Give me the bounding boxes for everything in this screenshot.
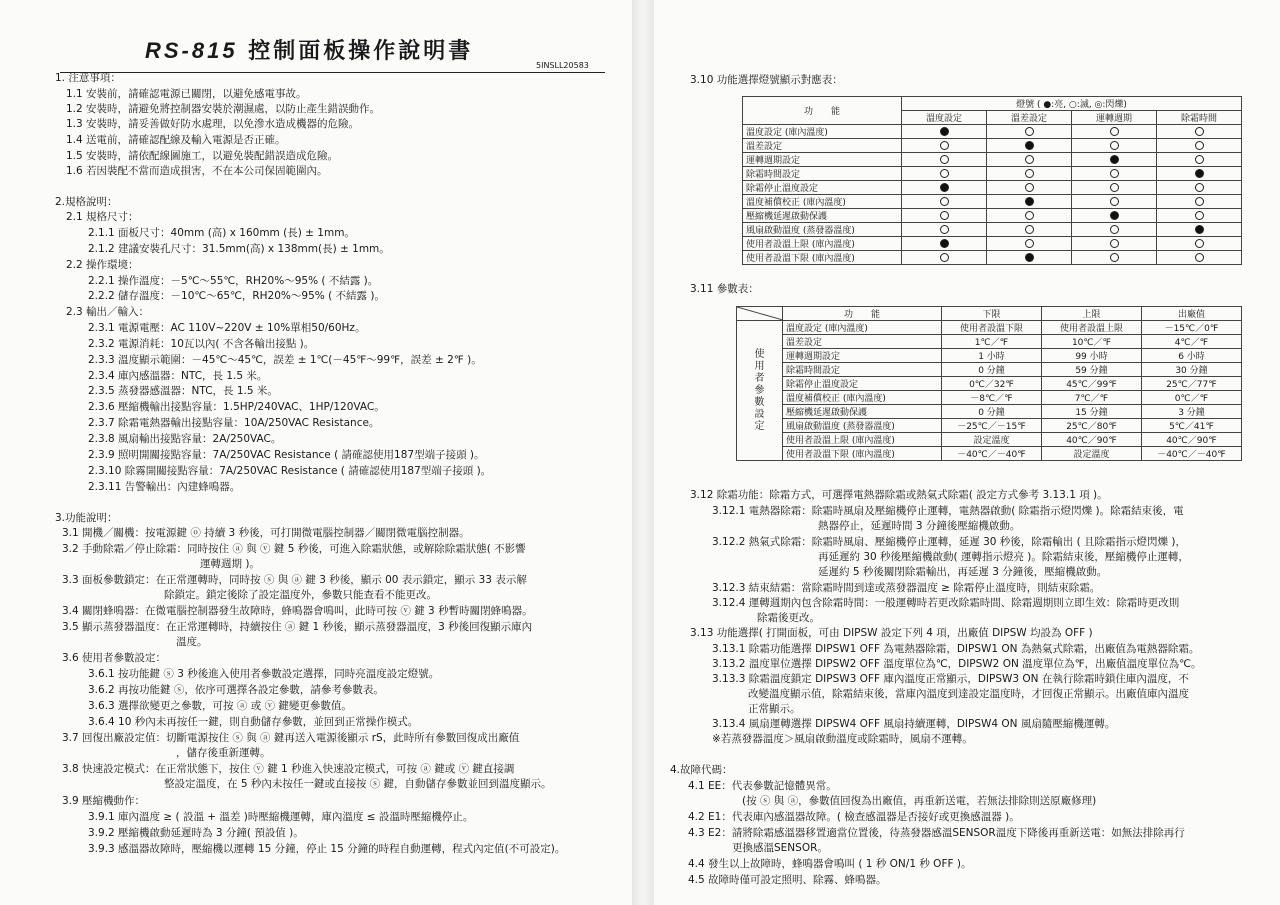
parameter-name: 除霜時間設定 — [783, 363, 942, 377]
lamp-off-icon — [1110, 197, 1119, 206]
text-line: 更換感溫SENSOR。 — [732, 842, 828, 854]
text-line: 4.4 發生以上故障時，蜂鳴器會鳴叫 ( 1 秒 ON/1 秒 OFF )。 — [688, 858, 972, 870]
text-line: 除霜後更改。 — [757, 612, 820, 624]
parameter-value: 15 分鐘 — [1042, 405, 1142, 419]
lamp-state-cell — [1157, 195, 1242, 209]
parameter-value: －40℃／－40℉ — [1142, 447, 1242, 461]
lamp-off-icon — [1195, 197, 1204, 206]
function-name: 除霜時間設定 — [743, 167, 902, 181]
table-row — [737, 433, 1242, 447]
parameter-value: 40℃／90℉ — [1142, 433, 1242, 447]
lamp-off-icon — [940, 253, 949, 262]
text-line: 3.12.4 運轉週期內包含除霜時間：一般運轉時若更改除霜時間、除霜週期則立即生效：除霜時更改則 — [712, 597, 1180, 609]
text-line: 1.1 安裝前，請確認電源已關閉，以避免感電事故。 — [66, 88, 307, 100]
parameter-value: 25℃／80℉ — [1042, 419, 1142, 433]
lamp-off-icon — [1025, 225, 1034, 234]
text-line: 1.2 安裝時，請避免將控制器安裝於潮濕處，以防止產生錯誤動作。 — [66, 103, 381, 115]
lamp-state-cell — [1157, 209, 1242, 223]
lamp-on-icon — [940, 239, 949, 248]
lamp-state-cell — [1072, 139, 1157, 153]
table-row — [737, 377, 1242, 391]
parameter-name: 除霜停止溫度設定 — [783, 377, 942, 391]
function-name: 使用者設溫下限 (庫內溫度) — [743, 251, 902, 265]
lamp-state-cell — [987, 195, 1072, 209]
text-line: 4.1 EE：代表參數記憶體異常。 — [688, 780, 837, 792]
text-line: 3.9.1 庫內溫度 ≥ ( 設溫 + 溫差 )時壓縮機運轉，庫內溫度 ≤ 設溫時壓縮機停止。 — [88, 811, 474, 823]
lamp-header: 燈號 ( ●:亮, ○:滅, ◎:閃爍) — [902, 97, 1242, 111]
text-line: 3.2 手動除霜／停止除霜：同時按住 ⓐ 與 ⓥ 鍵 5 秒後，可進入除霜狀態，或解除除霜狀態( 不影響 — [62, 543, 526, 555]
lamp-state-cell — [902, 237, 987, 251]
text-line: 2.3.11 告警輸出：內建蜂鳴器。 — [88, 481, 241, 493]
lamp-state-cell — [1072, 251, 1157, 265]
parameter-value: 10℃／℉ — [1042, 335, 1142, 349]
lamp-on-icon — [940, 127, 949, 136]
diagonal-header-cell — [737, 307, 783, 321]
text-line: 3.13.4 風扇運轉選擇 DIPSW4 OFF 風扇持續運轉，DIPSW4 ON 風扇隨壓縮機運轉。 — [712, 718, 1116, 730]
text-line: 3.12.2 熱氣式除霜：除霜時風扇、壓縮機停止運轉，延遲 30 秒後，除霜輸出 ( 且除霜指示燈閃爍 )， — [712, 536, 1186, 548]
text-line: 3.6.4 10 秒內未再按任一鍵，則自動儲存參數，並回到正常操作模式。 — [88, 716, 419, 728]
text-line: 2.3.6 壓縮機輸出接點容量：1.5HP/240VAC、1HP/120VAC。 — [88, 401, 385, 413]
text-line: 3.3 面板參數鎖定：在正常運轉時，同時按 ⓢ 與 ⓐ 鍵 3 秒後，顯示 00 表示鎖定，顯示 33 表示解 — [62, 574, 527, 586]
parameter-value: 45℃／99℉ — [1042, 377, 1142, 391]
parameter-value: 5℃／41℉ — [1142, 419, 1242, 433]
parameter-name: 溫度設定 (庫內溫度) — [783, 321, 942, 335]
lamp-state-cell — [1157, 181, 1242, 195]
table-row — [737, 391, 1242, 405]
parameter-table — [736, 306, 1242, 461]
table-row — [743, 251, 1242, 265]
parameter-value: 1℃／℉ — [942, 335, 1042, 349]
text-line: 3.功能說明： — [55, 512, 118, 524]
document-title: RS-815 控制面板操作說明書 — [145, 38, 474, 64]
parameter-value: 40℃／90℉ — [1042, 433, 1142, 447]
lamp-off-icon — [1195, 155, 1204, 164]
text-line: 3.13.2 溫度單位選擇 DIPSW2 OFF 溫度單位為℃，DIPSW2 ON 溫度單位為℉，出廠值溫度單位為℃。 — [712, 658, 1202, 670]
lamp-state-cell — [987, 139, 1072, 153]
lamp-state-cell — [1157, 167, 1242, 181]
text-line: 3.12.3 結束結霜：當除霜時間到達或蒸發器溫度 ≥ 除霜停止溫度時，則結束除霜。 — [712, 582, 1101, 594]
text-line: 1. 注意事項： — [55, 72, 121, 84]
lamp-off-icon — [940, 211, 949, 220]
lamp-off-icon — [940, 141, 949, 150]
text-line: 3.1 開機／關機：按電源鍵 ⓞ 持續 3 秒後，可打開微電腦控制器／關閉微電腦控制器。 — [62, 527, 470, 539]
lamp-state-cell — [987, 153, 1072, 167]
table-row — [743, 181, 1242, 195]
lamp-state-cell — [902, 223, 987, 237]
lamp-off-icon — [1025, 239, 1034, 248]
text-line: 3.6.1 按功能鍵 ⓢ 3 秒後進入使用者參數設定選擇，同時亮溫度設定燈號。 — [88, 668, 440, 680]
lamp-state-cell — [902, 153, 987, 167]
lamp-column-header: 溫差設定 — [987, 111, 1072, 125]
table-row — [737, 321, 1242, 335]
parameter-value: 7℃／℉ — [1042, 391, 1142, 405]
table-row — [743, 195, 1242, 209]
page-gutter — [632, 0, 654, 905]
lamp-off-icon — [1025, 183, 1034, 192]
lamp-state-cell — [1157, 153, 1242, 167]
lamp-state-cell — [1072, 209, 1157, 223]
lamp-column-header: 除霜時間 — [1157, 111, 1242, 125]
parameter-name: 溫度補償校正 (庫內溫度) — [783, 391, 942, 405]
lamp-off-icon — [940, 169, 949, 178]
lamp-off-icon — [1025, 169, 1034, 178]
parameter-name: 壓縮機延遲啟動保護 — [783, 405, 942, 419]
text-line: 3.12.1 電熱器除霜：除霜時風扇及壓縮機停止運轉，電熱器啟動( 除霜指示燈閃爍 )。除霜結束後，電 — [712, 505, 1184, 517]
parameter-value: 30 分鐘 — [1142, 363, 1242, 377]
text-line: 2.3.5 蒸發器感溫器：NTC，長 1.5 米。 — [88, 385, 278, 397]
left-page — [0, 0, 632, 905]
text-line: 1.3 安裝時，請妥善做好防水處理，以免滲水造成機器的危險。 — [66, 118, 360, 130]
text-line: 再延遲約 30 秒後壓縮機啟動( 運轉指示燈亮 )。除霜結束後，壓縮機停止運轉， — [818, 551, 1189, 563]
text-line: 2.2.1 操作溫度：－5℃～55℃，RH20%～95% ( 不結露 )。 — [88, 275, 379, 287]
text-line: 除鎖定。鎖定後除了設定溫度外，參數只能查看不能更改。 — [164, 589, 437, 601]
text-line: 2.3.8 風扇輸出接點容量：2A/250VAC。 — [88, 433, 282, 445]
lamp-off-icon — [1110, 253, 1119, 262]
text-line: 4.故障代碼： — [670, 764, 733, 776]
parameter-value: 0℃／32℉ — [942, 377, 1042, 391]
table-row — [743, 209, 1242, 223]
parameter-value: 99 小時 — [1042, 349, 1142, 363]
lamp-on-icon — [1110, 211, 1119, 220]
text-line: 3.13 功能選擇( 打開面板，可由 DIPSW 設定下列 4 項，出廠值 DIPSW 均設為 OFF ) — [690, 627, 1093, 639]
text-line: 3.9.2 壓縮機啟動延遲時為 3 分鐘( 預設值 )。 — [88, 827, 304, 839]
parameter-column-header: 上限 — [1042, 307, 1142, 321]
text-line: 3.6.2 再按功能鍵 ⓢ，依序可選擇各設定參數，請參考參數表。 — [88, 684, 384, 696]
text-line: 3.4 關閉蜂鳴器：在微電腦控制器發生故障時，蜂鳴器會鳴叫，此時可按 ⓥ 鍵 3 秒暫時關閉蜂鳴器。 — [62, 605, 533, 617]
function-name: 除霜停止溫度設定 — [743, 181, 902, 195]
text-line: 1.5 安裝時，請依配線圖施工，以避免裝配錯誤造成危險。 — [66, 150, 339, 162]
text-line: 正常顯示。 — [748, 703, 801, 715]
parameter-name: 溫差設定 — [783, 335, 942, 349]
function-name: 溫度補償校正 (庫內溫度) — [743, 195, 902, 209]
parameter-value: 59 分鐘 — [1042, 363, 1142, 377]
lamp-state-cell — [987, 223, 1072, 237]
lamp-off-icon — [1195, 253, 1204, 262]
lamp-on-icon — [1025, 197, 1034, 206]
parameter-value: 0 分鐘 — [942, 363, 1042, 377]
text-line: 3.13.1 除霜功能選擇 DIPSW1 OFF 為電熱器除霜，DIPSW1 ON 為熱氣式除霜，出廠值為電熱器除霜。 — [712, 643, 1200, 655]
table-row — [737, 363, 1242, 377]
function-name: 使用者設溫上限 (庫內溫度) — [743, 237, 902, 251]
lamp-column-header: 運轉週期 — [1072, 111, 1157, 125]
function-lamp-table — [742, 96, 1242, 265]
lamp-on-icon — [1025, 141, 1034, 150]
text-line: 4.3 E2：請將除霜感溫器移置適當位置後，待蒸發器感溫SENSOR溫度下降後再重新送電：如無法排除再行 — [688, 827, 1185, 839]
lamp-state-cell — [1072, 125, 1157, 139]
text-line: 運轉週期 )。 — [200, 558, 260, 570]
lamp-state-cell — [902, 181, 987, 195]
table-row — [743, 153, 1242, 167]
parameter-value: 6 小時 — [1142, 349, 1242, 363]
lamp-state-cell — [1072, 153, 1157, 167]
parameter-column-header: 出廠值 — [1142, 307, 1242, 321]
text-line: 2.3 輸出／輸入： — [66, 306, 150, 318]
lamp-state-cell — [1157, 251, 1242, 265]
lamp-off-icon — [1195, 239, 1204, 248]
text-line: 2.1.2 建議安裝孔尺寸：31.5mm(高) x 138mm(長) ± 1mm。 — [88, 243, 390, 255]
lamp-off-icon — [1025, 127, 1034, 136]
lamp-off-icon — [940, 155, 949, 164]
text-line: 延遲約 5 秒後關閉除霜輸出，再延遲 3 分鐘後，壓縮機啟動。 — [818, 566, 1108, 578]
parameter-name: 使用者設溫下限 (庫內溫度) — [783, 447, 942, 461]
lamp-off-icon — [1195, 127, 1204, 136]
text-line: 3.8 快速設定模式：在正常狀態下，按住 ⓥ 鍵 1 秒進入快速設定模式，可按 ⓐ 鍵或 ⓥ 鍵直接調 — [62, 763, 515, 775]
lamp-off-icon — [1110, 183, 1119, 192]
function-name: 壓縮機延遲啟動保護 — [743, 209, 902, 223]
text-line: 3.6.3 選擇欲變更之參數，可按 ⓐ 或 ⓥ 鍵變更參數值。 — [88, 700, 352, 712]
function-name: 風扇啟動溫度 (蒸發器溫度) — [743, 223, 902, 237]
lamp-off-icon — [1110, 141, 1119, 150]
text-line: 溫度。 — [176, 636, 208, 648]
lamp-state-cell — [1157, 125, 1242, 139]
text-line: 2.1 規格尺寸： — [66, 211, 139, 223]
table-row — [737, 405, 1242, 419]
lamp-off-icon — [1110, 127, 1119, 136]
parameter-value: 0 分鐘 — [942, 405, 1042, 419]
lamp-off-icon — [940, 225, 949, 234]
text-line: 2.規格說明： — [55, 196, 118, 208]
text-line: 2.3.3 溫度顯示範圍：－45℃～45℃，誤差 ± 1℃(－45℉～99℉，誤差 ± 2℉ )。 — [88, 354, 482, 366]
parameter-value: －15℃／0℉ — [1142, 321, 1242, 335]
lamp-state-cell — [902, 139, 987, 153]
parameter-value: 使用者設溫下限 — [942, 321, 1042, 335]
side-label: 使用者參數設定 — [754, 348, 765, 432]
text-line: 3.6 使用者參數設定： — [62, 652, 167, 664]
lamp-state-cell — [902, 125, 987, 139]
text-line: 3.13.3 除霜溫度鎖定 DIPSW3 OFF 庫內溫度正常顯示，DIPSW3 ON 在執行除霜時鎖住庫內溫度，不 — [712, 673, 1189, 685]
parameter-value: －25℃／－15℉ — [942, 419, 1042, 433]
text-line: 1.4 送電前，請確認配線及輸入電源是否正確。 — [66, 134, 286, 146]
table-row — [737, 447, 1242, 461]
table-row — [743, 167, 1242, 181]
text-line: 3.5 顯示蒸發器溫度：在正常運轉時，持續按住 ⓐ 鍵 1 秒後，顯示蒸發器溫度，3 秒後回復顯示庫內 — [62, 621, 533, 633]
text-line: 4.5 故障時僅可設定照明、除霧、蜂鳴器。 — [688, 874, 887, 886]
parameter-value: 1 小時 — [942, 349, 1042, 363]
lamp-column-header: 溫度設定 — [902, 111, 987, 125]
lamp-state-cell — [902, 209, 987, 223]
lamp-off-icon — [1195, 183, 1204, 192]
lamp-off-icon — [940, 197, 949, 206]
lamp-state-cell — [987, 181, 1072, 195]
parameter-name: 風扇啟動溫度 (蒸發器溫度) — [783, 419, 942, 433]
lamp-off-icon — [1025, 155, 1034, 164]
parameter-value: 4℃／℉ — [1142, 335, 1242, 349]
text-line: 2.3.9 照明開關接點容量：7A/250VAC Resistance ( 請確認使用187型端子接頭 )。 — [88, 449, 485, 461]
lamp-state-cell — [902, 167, 987, 181]
text-line: 2.3.1 電源電壓：AC 110V~220V ± 10%單相50/60Hz。 — [88, 322, 366, 334]
lamp-state-cell — [987, 251, 1072, 265]
lamp-on-icon — [1110, 155, 1119, 164]
lamp-off-icon — [1110, 169, 1119, 178]
text-line: 3.9.3 感溫器故障時，壓縮機以運轉 15 分鐘，停止 15 分鐘的時程自動運轉，程式內定值(不可設定)。 — [88, 843, 566, 855]
lamp-state-cell — [1157, 223, 1242, 237]
parameter-value: 0℃／℉ — [1142, 391, 1242, 405]
lamp-on-icon — [1195, 169, 1204, 178]
table-row — [737, 349, 1242, 363]
text-line: 2.3.10 除霧開關接點容量：7A/250VAC Resistance ( 請確認使用187型端子接頭 )。 — [88, 465, 492, 477]
text-line: 2.1.1 面板尺寸：40mm (高) x 160mm (長) ± 1mm。 — [88, 227, 355, 239]
text-line: 熱器停止，延遲時間 3 分鐘後壓縮機啟動。 — [818, 520, 1021, 532]
lamp-state-cell — [987, 125, 1072, 139]
text-line: 2.3.4 庫內感溫器：NTC，長 1.5 米。 — [88, 370, 268, 382]
lamp-off-icon — [1110, 225, 1119, 234]
text-line: 3.9 壓縮機動作： — [62, 795, 146, 807]
lamp-state-cell — [1072, 181, 1157, 195]
lamp-state-cell — [1157, 237, 1242, 251]
parameter-value: －40℃／－40℉ — [942, 447, 1042, 461]
text-line: 4.2 E1：代表庫內感溫器故障。( 檢查感溫器是否接好或更換感溫器 )。 — [688, 811, 1020, 823]
parameter-column-header: 下限 — [942, 307, 1042, 321]
text-line: 3.12 除霜功能：除霜方式，可選擇電熱器除霜或熱氣式除霜( 設定方式參考 3.13.1 項 )。 — [690, 489, 1108, 501]
text-line: 1.6 若因裝配不當而造成損害，不在本公司保固範圍內。 — [66, 165, 328, 177]
function-name: 運轉週期設定 — [743, 153, 902, 167]
parameter-value: 設定溫度 — [942, 433, 1042, 447]
parameter-value: 25℃／77℉ — [1142, 377, 1242, 391]
lamp-on-icon — [940, 183, 949, 192]
lamp-on-icon — [1195, 225, 1204, 234]
parameter-column-header: 功 能 — [783, 307, 942, 321]
parameter-value: 使用者設溫上限 — [1042, 321, 1142, 335]
text-line: (按 ⓢ 與 ⓐ，參數值回復為出廠值，再重新送電，若無法排除則送原廠修理) — [742, 795, 1097, 807]
text-line: 整設定溫度，在 5 秒內未按任一鍵或直接按 ⓢ 鍵，自動儲存參數並回到溫度顯示。 — [164, 778, 552, 790]
parameter-name: 使用者設溫上限 (庫內溫度) — [783, 433, 942, 447]
lamp-off-icon — [1025, 211, 1034, 220]
table-row — [737, 335, 1242, 349]
lamp-off-icon — [1110, 239, 1119, 248]
text-line: 2.2 操作環境： — [66, 259, 139, 271]
lamp-state-cell — [1072, 223, 1157, 237]
parameter-value: －8℃／℉ — [942, 391, 1042, 405]
text-line: 3.10 功能選擇燈號顯示對應表： — [690, 74, 843, 86]
parameter-value: 設定溫度 — [1042, 447, 1142, 461]
text-line: ，儲存後重新運轉。 — [176, 747, 271, 759]
table-row — [737, 419, 1242, 433]
table-row — [743, 223, 1242, 237]
table-row — [743, 139, 1242, 153]
lamp-state-cell — [987, 167, 1072, 181]
title-underline — [60, 72, 605, 73]
text-line: 2.3.7 除霜電熱器輸出接點容量：10A/250VAC Resistance。 — [88, 417, 380, 429]
lamp-off-icon — [1195, 211, 1204, 220]
lamp-state-cell — [902, 195, 987, 209]
parameter-name: 運轉週期設定 — [783, 349, 942, 363]
side-label-cell — [737, 321, 783, 461]
function-name: 溫差設定 — [743, 139, 902, 153]
function-name: 溫度設定 (庫內溫度) — [743, 125, 902, 139]
lamp-off-icon — [1195, 141, 1204, 150]
table-row — [743, 237, 1242, 251]
document-code: 5INSLL20583 — [536, 61, 589, 70]
lamp-state-cell — [1072, 195, 1157, 209]
text-line: ※若蒸發器溫度＞風扇啟動溫度或除霜時，風扇不運轉。 — [712, 733, 973, 745]
parameter-value: 3 分鐘 — [1142, 405, 1242, 419]
lamp-state-cell — [987, 209, 1072, 223]
lamp-state-cell — [1072, 167, 1157, 181]
lamp-state-cell — [1157, 139, 1242, 153]
table-row — [743, 125, 1242, 139]
text-line: 2.2.2 儲存溫度：－10℃～65℃，RH20%～95% ( 不結露 )。 — [88, 290, 385, 302]
func-header: 功 能 — [743, 97, 902, 125]
text-line: 3.7 回復出廠設定值：切斷電源按住 ⓢ 與 ⓐ 鍵再送入電源後顯示 rS，此時所有參數回復成出廠值 — [62, 732, 520, 744]
text-line: 2.3.2 電源消耗：10瓦以內( 不含各輸出接點 )。 — [88, 338, 315, 350]
lamp-state-cell — [902, 251, 987, 265]
lamp-state-cell — [987, 237, 1072, 251]
text-line: 改變溫度顯示值，除霜結束後，當庫內溫度到達設定溫度時，才回復正常顯示。出廠值庫內溫度 — [748, 688, 1189, 700]
text-line: 3.11 參數表： — [690, 283, 759, 295]
lamp-on-icon — [1025, 253, 1034, 262]
lamp-state-cell — [1072, 237, 1157, 251]
